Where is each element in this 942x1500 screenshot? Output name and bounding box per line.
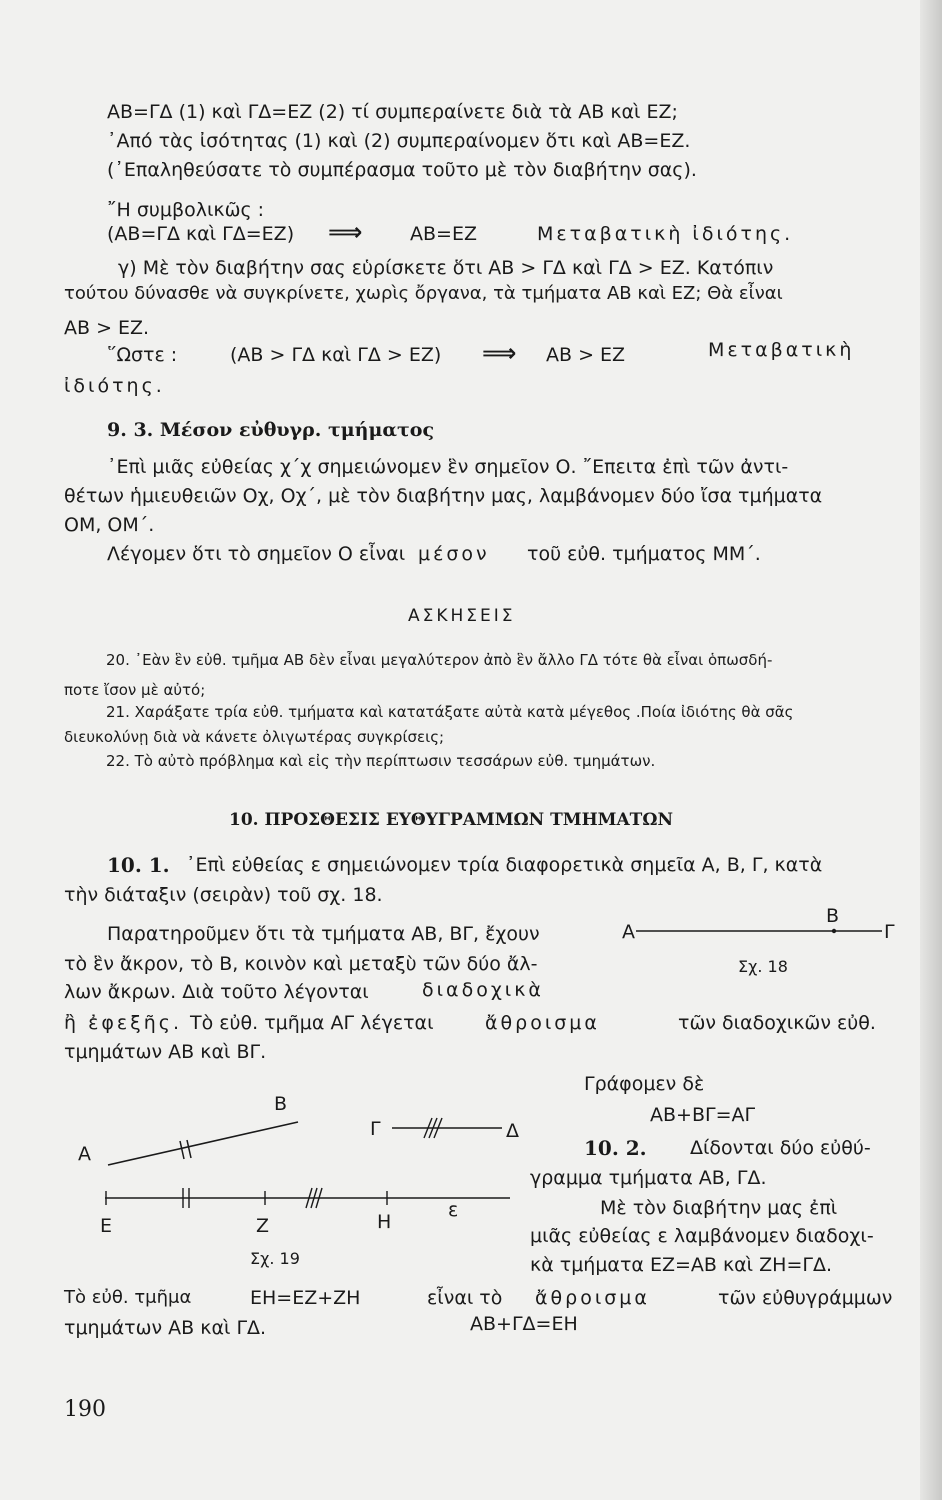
implies-arrow: ⟹: [328, 218, 363, 246]
text-line: (ΑΒ > ΓΔ καὶ ΓΔ > ΕΖ): [230, 344, 442, 366]
text-line: τῶν διαδοχικῶν εὐθ.: [678, 1012, 876, 1034]
text-line: ᾿Από τὰς ἰσότητας (1) καὶ (2) συμπεραίνομεν ὅτι καὶ ΑΒ=ΕΖ.: [107, 130, 691, 152]
text-line: τμημάτων ΑΒ καὶ ΓΔ.: [64, 1317, 267, 1339]
exercise-20: 20. ᾿Εὰν ἓν εὐθ. τμῆμα ΑΒ δὲν εἶναι μεγαλύτερον ἀπὸ ἓν ἄλλο ΓΔ τότε θὰ εἶναι ὁπωσδή-: [106, 651, 773, 669]
text-line: τοῦ εὐθ. τμήματος ΜΜ΄.: [527, 543, 761, 565]
text-line: ΑΒ > ΕΖ.: [64, 317, 150, 339]
text-line: Λέγομεν ὅτι τὸ σημεῖον Ο εἶναι: [107, 543, 406, 565]
subsection-number: 10. 1.: [107, 853, 170, 877]
spaced-term: ἰδιότης.: [64, 375, 165, 397]
fig19-label-b: Β: [274, 1093, 288, 1115]
exercise-21: 21. Χαράξατε τρία εὐθ. τμήματα καὶ κατατάξατε αὐτὰ κατὰ μέγεθος .Ποία ἰδιότης θὰ σᾶς: [106, 703, 794, 721]
section-heading: 9. 3. Μέσον εὐθυγρ. τμήματος: [107, 419, 435, 441]
spaced-term: διαδοχικὰ: [422, 979, 544, 1001]
figure-19: [60, 1080, 530, 1270]
text-line: μιᾶς εὐθείας ε λαμβάνομεν διαδοχι-: [530, 1225, 874, 1247]
exercises-heading: ΑΣΚΗΣΕΙΣ: [408, 606, 516, 626]
text-line: (᾿Επαληθεύσατε τὸ συμπέρασμα τοῦτο μὲ τὸν διαβήτην σας).: [107, 159, 697, 181]
text-line: ῎Η συμβολικῶς :: [107, 199, 265, 221]
fig19-label-eps: ε: [448, 1199, 459, 1221]
text-line: Παρατηροῦμεν ὅτι τὰ τμήματα ΑΒ, ΒΓ, ἔχουν: [107, 923, 540, 945]
text-line: ΑΒ=ΕΖ: [410, 223, 477, 245]
text-line: κὰ τμήματα ΕΖ=ΑΒ καὶ ΖΗ=ΓΔ.: [530, 1254, 832, 1276]
spaced-term: μέσον: [418, 543, 490, 565]
section-heading: 10. ΠΡΟΣΘΕΣΙΣ ΕΥΘΥΓΡΑΜΜΩΝ ΤΜΗΜΑΤΩΝ: [229, 810, 674, 830]
text-line: εἶναι τὸ: [427, 1287, 503, 1309]
text-line: τὸ ἓν ἄκρον, τὸ Β, κοινὸν καὶ μεταξὺ τῶν δύο ἄλ-: [64, 953, 538, 975]
fig18-label-a: Α: [622, 921, 635, 943]
formula: ΕΗ=ΕΖ+ΖΗ: [250, 1287, 361, 1309]
fig19-label-h: Η: [377, 1211, 392, 1233]
text-line: ῞Ωστε :: [107, 344, 178, 366]
text-line: ΑΒ > ΕΖ: [546, 344, 626, 366]
spaced-term: ἄθροισμα: [485, 1012, 600, 1034]
fig18-label-g: Γ: [884, 921, 895, 943]
text-line: Γράφομεν δὲ: [584, 1073, 705, 1095]
text-line: Τὸ εὐθ. τμῆμα: [64, 1287, 192, 1308]
text-line: Μὲ τὸν διαβήτην μας ἐπὶ: [600, 1197, 838, 1219]
spaced-term: Μεταβατικὴ ἰδιότης.: [537, 223, 794, 245]
fig19-label-a: Α: [78, 1143, 91, 1165]
page-number: 190: [64, 1397, 106, 1422]
text-line: θέτων ἡμιευθειῶν Οχ, Οχ΄, μὲ τὸν διαβήτην μας, λαμβάνομεν δύο ἴσα τμήματα: [64, 485, 823, 507]
spaced-term: ἢ ἐφεξῆς.: [64, 1012, 182, 1034]
exercise-20-cont: ποτε ἴσον μὲ αὐτό;: [64, 681, 206, 699]
implies-arrow: ⟹: [482, 339, 517, 367]
text-line: Δίδονται δύο εὐθύ-: [690, 1137, 871, 1159]
text-line: ΟΜ, ΟΜ΄.: [64, 514, 155, 536]
text-line: γραμμα τμήματα ΑΒ, ΓΔ.: [530, 1167, 767, 1189]
fig18-caption: Σχ. 18: [738, 957, 788, 976]
formula: ΑΒ+ΒΓ=ΑΓ: [650, 1104, 756, 1126]
figure-18: [620, 900, 910, 980]
text-line: τὴν διάταξιν (σειρὰν) τοῦ σχ. 18.: [64, 884, 383, 906]
exercise-21-cont: διευκολύνῃ διὰ νὰ κάνετε ὀλιγωτέρας συγκρίσεις;: [64, 728, 445, 746]
spaced-term: Μεταβατικὴ: [708, 339, 855, 361]
fig19-label-g: Γ: [370, 1118, 381, 1140]
text-line: (ΑΒ=ΓΔ καὶ ΓΔ=ΕΖ): [107, 223, 295, 245]
fig19-label-z: Ζ: [256, 1215, 270, 1237]
text-line: Τὸ εὐθ. τμῆμα ΑΓ λέγεται: [190, 1012, 434, 1034]
exercise-22: 22. Τὸ αὐτὸ πρόβλημα καὶ εἰς τὴν περίπτωσιν τεσσάρων εὐθ. τμημάτων.: [106, 752, 656, 770]
fig18-label-b: Β: [826, 905, 840, 927]
fig19-label-e: Ε: [100, 1215, 113, 1237]
text-line: γ) Μὲ τὸν διαβήτην σας εὑρίσκετε ὅτι ΑΒ > ΓΔ καὶ ΓΔ > ΕΖ. Κατόπιν: [118, 257, 774, 279]
fig19-label-d: Δ: [506, 1120, 519, 1142]
formula: ΑΒ+ΓΔ=ΕΗ: [470, 1313, 578, 1335]
text-line: ΑΒ=ΓΔ (1) καὶ ΓΔ=ΕΖ (2) τί συμπεραίνετε διὰ τὰ ΑΒ καὶ ΕΖ;: [107, 101, 678, 123]
subsection-number: 10. 2.: [584, 1136, 647, 1160]
text-line: ᾿Επὶ εὐθείας ε σημειώνομεν τρία διαφορετικὰ σημεῖα Α, Β, Γ, κατὰ: [186, 854, 823, 876]
text-line: τμημάτων ΑΒ καὶ ΒΓ.: [64, 1041, 267, 1063]
text-line: τούτου δύνασθε νὰ συγκρίνετε, χωρὶς ὄργανα, τὰ τμήματα ΑΒ καὶ ΕΖ; Θὰ εἶναι: [64, 283, 783, 304]
text-line: τῶν εὐθυγράμμων: [718, 1287, 893, 1309]
text-line: ᾿Επὶ μιᾶς εὐθείας χ΄χ σημειώνομεν ἓν σημεῖον Ο. ῎Επειτα ἐπὶ τῶν ἀντι-: [107, 456, 789, 478]
spaced-term: ἄθροισμα: [535, 1287, 650, 1309]
text-line: λων ἄκρων. Διὰ τοῦτο λέγονται: [64, 981, 369, 1003]
page-edge-shadow: [920, 0, 942, 1500]
fig19-caption: Σχ. 19: [250, 1249, 300, 1268]
